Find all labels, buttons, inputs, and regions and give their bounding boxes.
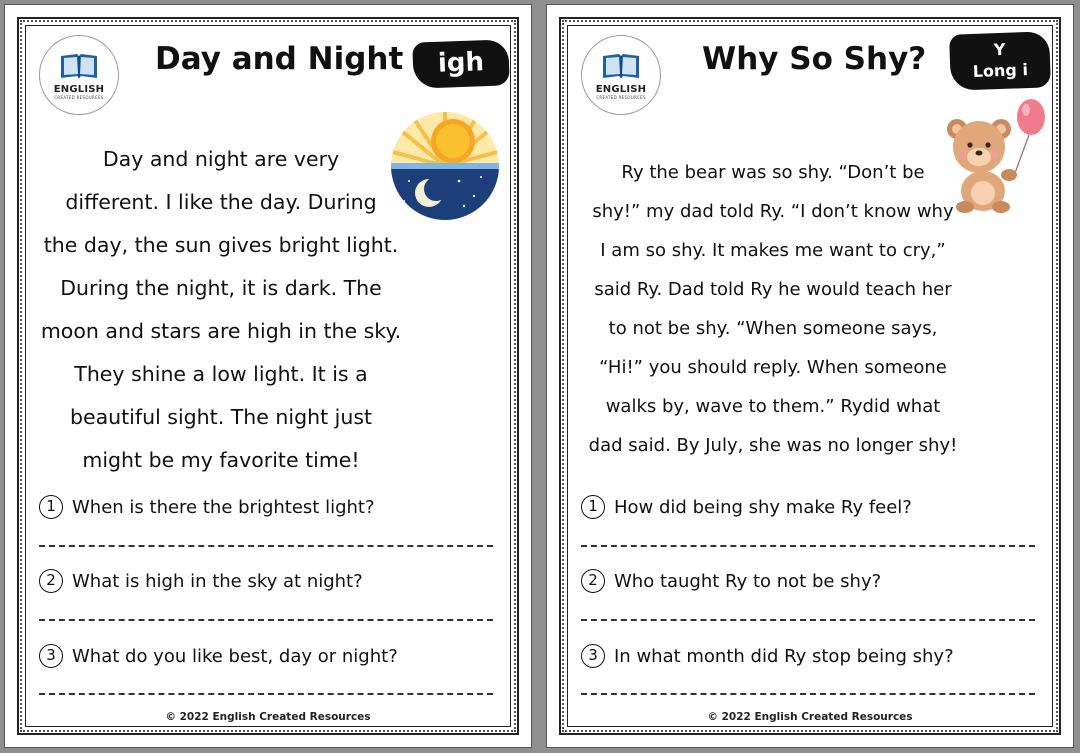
question-text: When is there the brightest light? <box>72 496 375 518</box>
story-line: Ry the bear was so shy. “Don’t be <box>621 162 925 183</box>
question-number: 1 <box>581 495 605 519</box>
story-line: might be my favorite time! <box>82 448 360 472</box>
question-number: 1 <box>39 495 63 519</box>
phonics-tag-line-2: Long i <box>972 60 1029 81</box>
answer-line-1[interactable] <box>39 545 493 547</box>
phonics-tag-line-1: Y <box>993 39 1006 60</box>
book-icon <box>59 50 99 82</box>
question-number: 3 <box>39 644 63 668</box>
logo-text: ENGLISH <box>595 84 647 95</box>
worksheet-why-so-shy <box>546 4 1074 748</box>
question-text: In what month did Ry stop being shy? <box>614 645 954 667</box>
page-title: Why So Shy? <box>702 41 927 77</box>
logo-text: ENGLISH <box>53 84 105 95</box>
question-text: What do you like best, day or night? <box>72 645 398 667</box>
question-text: What is high in the sky at night? <box>72 570 363 592</box>
question-1 <box>39 495 375 519</box>
story-line: to not be shy. “When someone says, <box>608 318 938 339</box>
copyright-footer: © 2022 English Created Resources <box>707 711 913 723</box>
question-number: 2 <box>39 569 63 593</box>
phonics-tag-text: igh <box>437 47 485 79</box>
question-2 <box>581 569 881 593</box>
logo-subtext: CREATED RESOURCES <box>54 95 104 100</box>
story-line: said Ry. Dad told Ry he would teach her <box>594 279 952 300</box>
story-line: different. I like the day. During <box>65 190 377 214</box>
page-title: Day and Night <box>155 41 404 77</box>
copyright-footer: © 2022 English Created Resources <box>165 711 371 723</box>
answer-line-2[interactable] <box>39 619 493 621</box>
question-number: 3 <box>581 644 605 668</box>
answer-line-3[interactable] <box>39 693 493 695</box>
phonics-tag <box>412 39 510 88</box>
answer-line-1[interactable] <box>581 545 1035 547</box>
phonics-tag <box>949 31 1051 90</box>
story-line: walks by, wave to them.” Rydid what <box>605 396 941 417</box>
question-2 <box>39 569 363 593</box>
english-created-resources-logo <box>581 35 661 115</box>
story-line: “Hi!” you should reply. When someone <box>599 357 947 378</box>
story-line: They shine a low light. It is a <box>74 362 368 386</box>
story-line: beautiful sight. The night just <box>69 405 373 429</box>
answer-line-2[interactable] <box>581 619 1035 621</box>
story-line: Day and night are very <box>102 147 340 171</box>
question-3 <box>39 644 398 668</box>
question-1 <box>581 495 912 519</box>
logo-subtext: CREATED RESOURCES <box>596 95 646 100</box>
book-icon <box>601 50 641 82</box>
english-created-resources-logo <box>39 35 119 115</box>
story-line: moon and stars are high in the sky. <box>40 319 402 343</box>
story-line: I am so shy. It makes me want to cry,” <box>600 240 946 261</box>
story-line: shy!” my dad told Ry. “I don’t know why <box>592 201 954 222</box>
question-number: 2 <box>581 569 605 593</box>
answer-line-3[interactable] <box>581 693 1035 695</box>
story-line: During the night, it is dark. The <box>60 276 382 300</box>
question-text: Who taught Ry to not be shy? <box>614 570 882 592</box>
question-3 <box>581 644 954 668</box>
question-text: How did being shy make Ry feel? <box>614 496 912 518</box>
story-text <box>35 138 407 482</box>
worksheet-day-and-night <box>4 4 532 748</box>
story-text <box>573 153 973 465</box>
story-line: dad said. By July, she was no longer shy! <box>588 435 958 456</box>
story-line: the day, the sun gives bright light. <box>43 233 399 257</box>
